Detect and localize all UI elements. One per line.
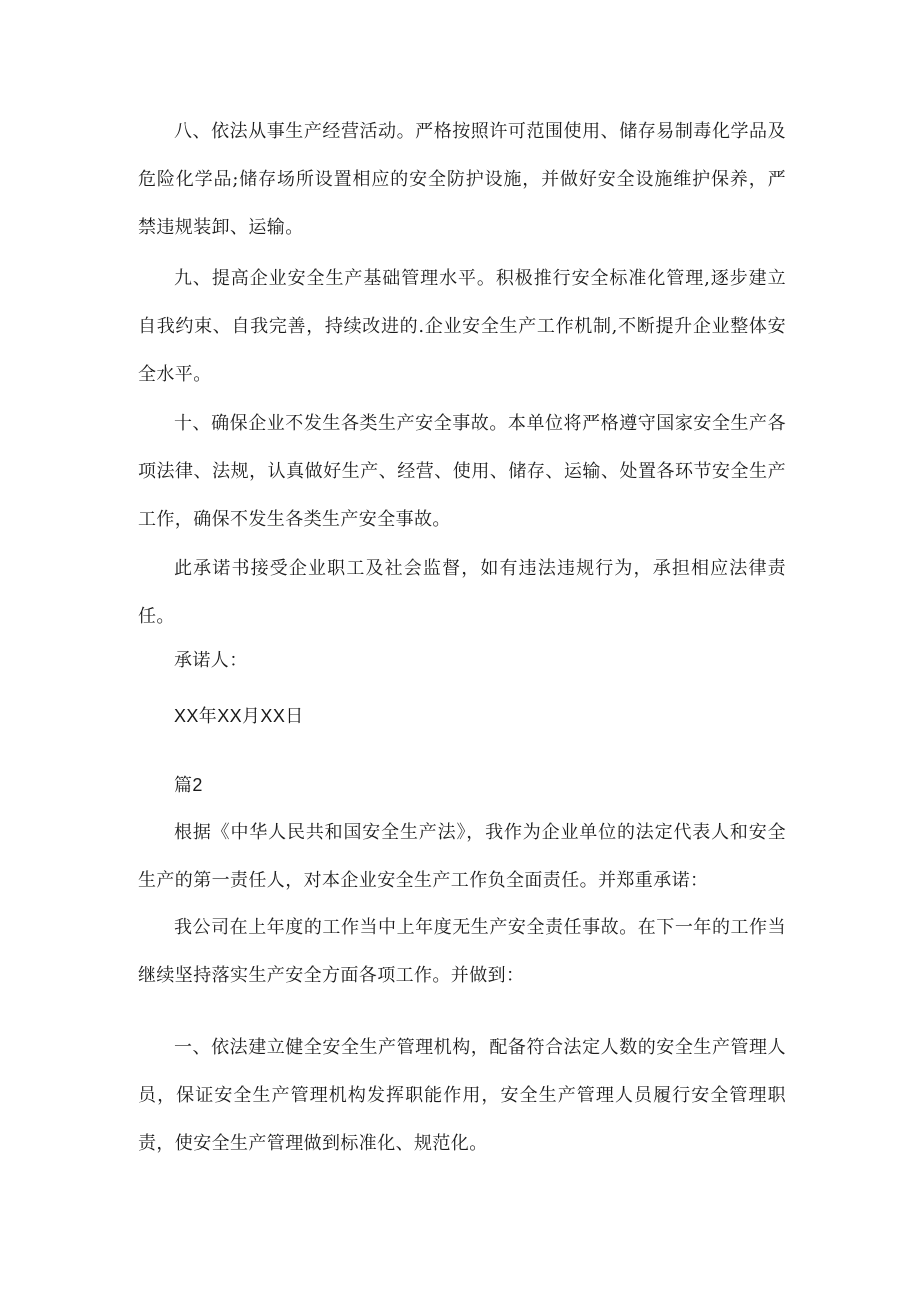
paragraph-review-2: 我公司在上年度的工作当中上年度无生产安全责任事故。在下一年的工作当继续坚持落实生产安全方面各项工作。并做到： — [138, 917, 786, 986]
paragraph-item-1: 一、依法建立健全安全生产管理机构，配备符合法定人数的安全生产管理人员，保证安全生产管理机构发挥职能作用，安全生产管理人员履行安全管理职责，使安全生产管理做到标准化、规范化。 — [138, 1037, 786, 1154]
paragraph-item-10: 十、确保企业不发生各类生产安全事故。本单位将严格遵守国家安全生产各项法律、法规，认真做好生产、经营、使用、储存、运输、处置各环节安全生产工作，确保不发生各类生产安全事故。 — [138, 413, 786, 530]
section-heading: 篇2 — [174, 775, 203, 795]
paragraph-item-9: 九、提高企业安全生产基础管理水平。积极推行安全标准化管理,逐步建立自我约束、自我完善，持续改进的.企业安全生产工作机制,不断提升企业整体安全水平。 — [138, 268, 786, 385]
paragraph-item-8: 八、依法从事生产经营活动。严格按照许可范围使用、储存易制毒化学品及危险化学品;储存场所设置相应的安全防护设施，并做好安全设施维护保养，严禁违规装卸、运输。 — [138, 121, 786, 238]
paragraph-intro-2: 根据《中华人民共和国安全生产法》，我作为企业单位的法定代表人和安全生产的第一责任人，对本企业安全生产工作负全面责任。并郑重承诺： — [138, 822, 786, 891]
signature-label: 承诺人： — [174, 650, 248, 671]
date-line: XX年XX月XX日 — [174, 706, 304, 726]
paragraph-supervision: 此承诺书接受企业职工及社会监督，如有违法违规行为，承担相应法律责任。 — [138, 558, 786, 627]
